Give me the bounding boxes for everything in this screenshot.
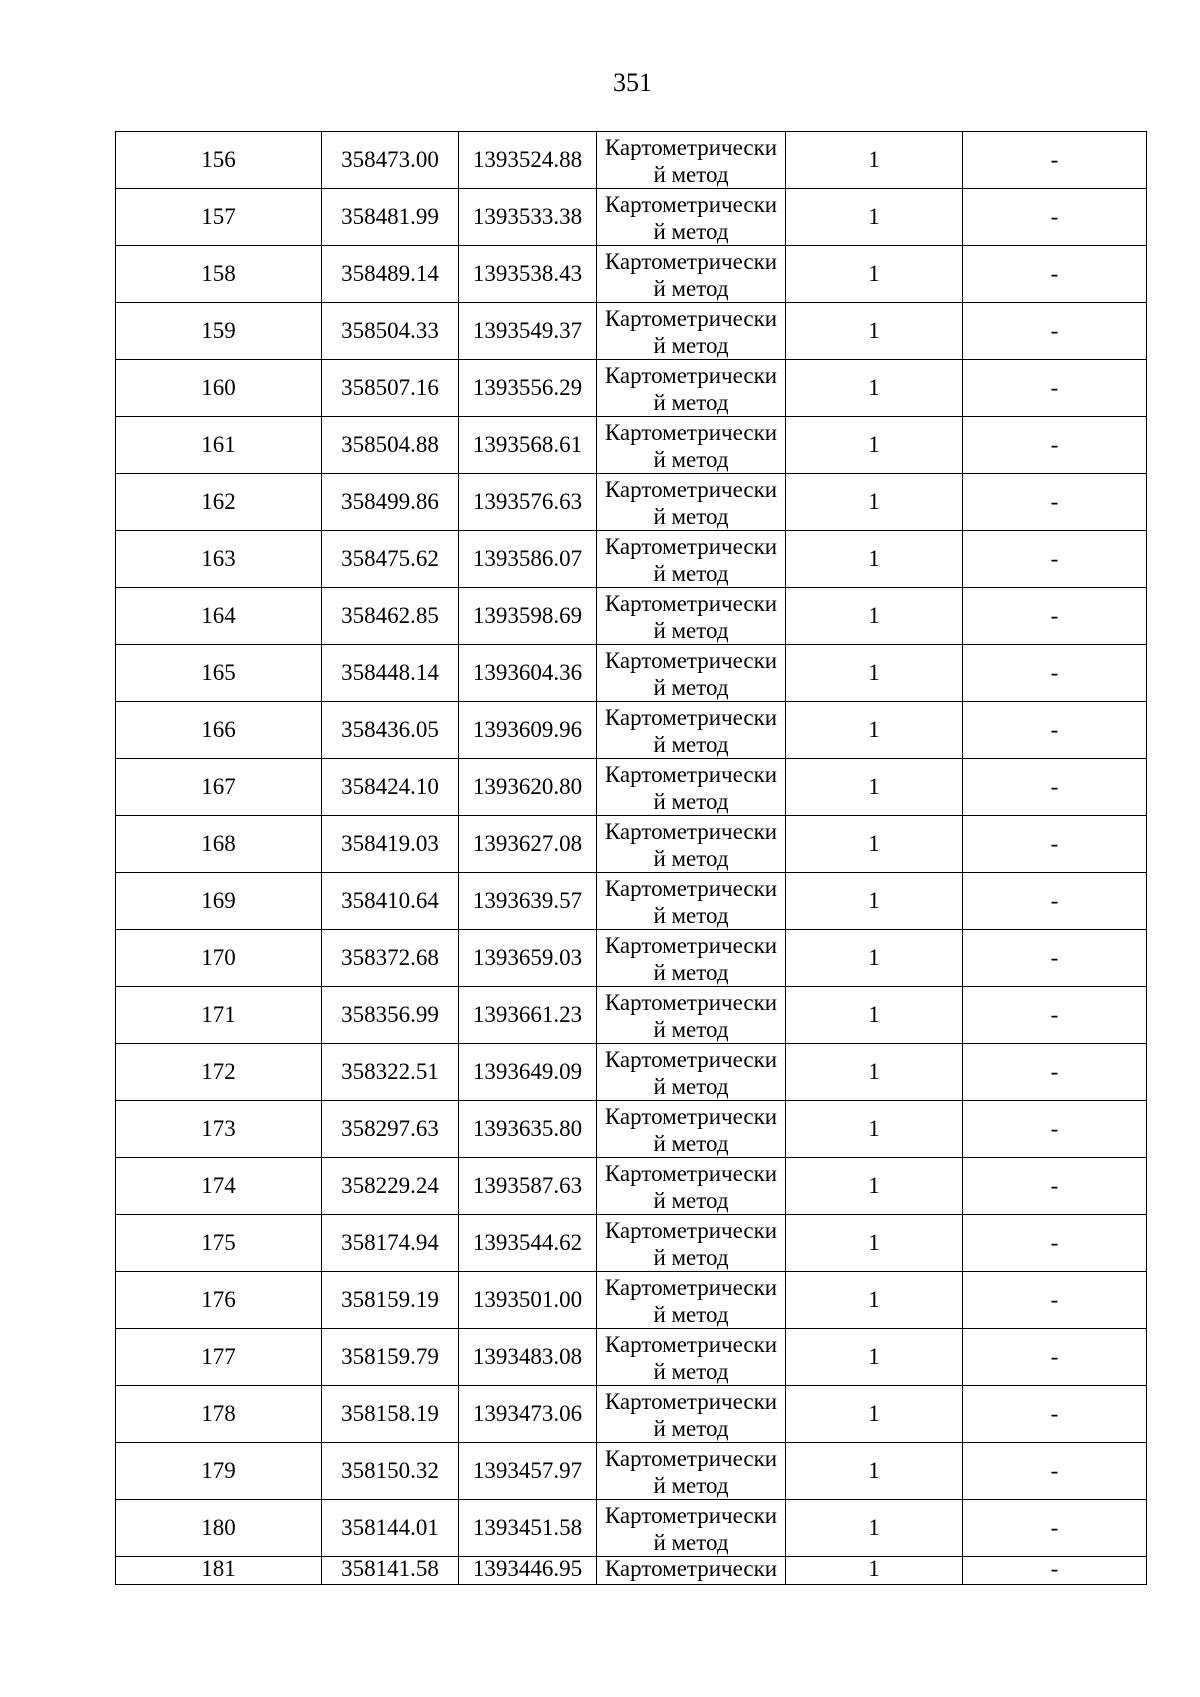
method-cell: Картометрически й метод bbox=[597, 1329, 786, 1386]
method-cell: Картометрически й метод bbox=[597, 303, 786, 360]
accuracy-cell: 1 bbox=[786, 474, 963, 531]
point-number-cell: 181 bbox=[116, 1557, 322, 1585]
accuracy-cell: 1 bbox=[786, 1329, 963, 1386]
coordinates-table bbox=[115, 131, 1147, 1585]
point-number-cell: 172 bbox=[116, 1044, 322, 1101]
note-cell: - bbox=[963, 1329, 1147, 1386]
note-cell: - bbox=[963, 987, 1147, 1044]
x-coordinate-cell: 358481.99 bbox=[322, 189, 459, 246]
x-coordinate-cell: 358419.03 bbox=[322, 816, 459, 873]
x-coordinate-cell: 358475.62 bbox=[322, 531, 459, 588]
table-row bbox=[116, 1272, 1147, 1329]
y-coordinate-cell: 1393457.97 bbox=[459, 1443, 597, 1500]
accuracy-cell: 1 bbox=[786, 360, 963, 417]
point-number-cell: 167 bbox=[116, 759, 322, 816]
point-number-cell: 177 bbox=[116, 1329, 322, 1386]
accuracy-cell: 1 bbox=[786, 531, 963, 588]
table-row bbox=[116, 417, 1147, 474]
table-row bbox=[116, 702, 1147, 759]
y-coordinate-cell: 1393635.80 bbox=[459, 1101, 597, 1158]
y-coordinate-cell: 1393568.61 bbox=[459, 417, 597, 474]
note-cell: - bbox=[963, 132, 1147, 189]
method-cell: Картометрически й метод bbox=[597, 1215, 786, 1272]
table-row bbox=[116, 1101, 1147, 1158]
note-cell: - bbox=[963, 702, 1147, 759]
y-coordinate-cell: 1393598.69 bbox=[459, 588, 597, 645]
note-cell: - bbox=[963, 759, 1147, 816]
y-coordinate-cell: 1393451.58 bbox=[459, 1500, 597, 1557]
table-row bbox=[116, 1215, 1147, 1272]
method-cell: Картометрически й метод bbox=[597, 873, 786, 930]
method-cell: Картометрически й метод bbox=[597, 1272, 786, 1329]
note-cell: - bbox=[963, 189, 1147, 246]
accuracy-cell: 1 bbox=[786, 1443, 963, 1500]
x-coordinate-cell: 358322.51 bbox=[322, 1044, 459, 1101]
accuracy-cell: 1 bbox=[786, 303, 963, 360]
x-coordinate-cell: 358504.88 bbox=[322, 417, 459, 474]
accuracy-cell: 1 bbox=[786, 645, 963, 702]
y-coordinate-cell: 1393620.80 bbox=[459, 759, 597, 816]
method-cell: Картометрически й метод bbox=[597, 1500, 786, 1557]
x-coordinate-cell: 358473.00 bbox=[322, 132, 459, 189]
method-cell: Картометрически й метод bbox=[597, 1158, 786, 1215]
method-cell: Картометрически й метод bbox=[597, 930, 786, 987]
x-coordinate-cell: 358499.86 bbox=[322, 474, 459, 531]
x-coordinate-cell: 358356.99 bbox=[322, 987, 459, 1044]
x-coordinate-cell: 358507.16 bbox=[322, 360, 459, 417]
note-cell: - bbox=[963, 246, 1147, 303]
method-cell: Картометрически й метод bbox=[597, 1101, 786, 1158]
note-cell: - bbox=[963, 303, 1147, 360]
accuracy-cell: 1 bbox=[786, 132, 963, 189]
note-cell: - bbox=[963, 360, 1147, 417]
note-cell: - bbox=[963, 1386, 1147, 1443]
table-row bbox=[116, 303, 1147, 360]
accuracy-cell: 1 bbox=[786, 588, 963, 645]
method-cell: Картометрически й метод bbox=[597, 360, 786, 417]
y-coordinate-cell: 1393524.88 bbox=[459, 132, 597, 189]
method-cell: Картометрически й метод bbox=[597, 531, 786, 588]
y-coordinate-cell: 1393473.06 bbox=[459, 1386, 597, 1443]
method-cell: Картометрически й метод bbox=[597, 645, 786, 702]
table-row bbox=[116, 1044, 1147, 1101]
y-coordinate-cell: 1393586.07 bbox=[459, 531, 597, 588]
accuracy-cell: 1 bbox=[786, 930, 963, 987]
point-number-cell: 178 bbox=[116, 1386, 322, 1443]
point-number-cell: 163 bbox=[116, 531, 322, 588]
table-row bbox=[116, 987, 1147, 1044]
x-coordinate-cell: 358150.32 bbox=[322, 1443, 459, 1500]
note-cell: - bbox=[963, 1557, 1147, 1585]
y-coordinate-cell: 1393446.95 bbox=[459, 1557, 597, 1585]
method-cell: Картометрически й метод bbox=[597, 189, 786, 246]
note-cell: - bbox=[963, 417, 1147, 474]
note-cell: - bbox=[963, 645, 1147, 702]
y-coordinate-cell: 1393533.38 bbox=[459, 189, 597, 246]
point-number-cell: 179 bbox=[116, 1443, 322, 1500]
note-cell: - bbox=[963, 588, 1147, 645]
note-cell: - bbox=[963, 1443, 1147, 1500]
y-coordinate-cell: 1393544.62 bbox=[459, 1215, 597, 1272]
note-cell: - bbox=[963, 816, 1147, 873]
x-coordinate-cell: 358504.33 bbox=[322, 303, 459, 360]
point-number-cell: 173 bbox=[116, 1101, 322, 1158]
x-coordinate-cell: 358159.79 bbox=[322, 1329, 459, 1386]
note-cell: - bbox=[963, 474, 1147, 531]
accuracy-cell: 1 bbox=[786, 702, 963, 759]
accuracy-cell: 1 bbox=[786, 417, 963, 474]
table-row bbox=[116, 1557, 1147, 1585]
accuracy-cell: 1 bbox=[786, 816, 963, 873]
x-coordinate-cell: 358174.94 bbox=[322, 1215, 459, 1272]
x-coordinate-cell: 358372.68 bbox=[322, 930, 459, 987]
table-row bbox=[116, 246, 1147, 303]
x-coordinate-cell: 358410.64 bbox=[322, 873, 459, 930]
point-number-cell: 166 bbox=[116, 702, 322, 759]
note-cell: - bbox=[963, 1158, 1147, 1215]
note-cell: - bbox=[963, 1500, 1147, 1557]
method-cell: Картометрически й метод bbox=[597, 702, 786, 759]
x-coordinate-cell: 358158.19 bbox=[322, 1386, 459, 1443]
method-cell: Картометрически й метод bbox=[597, 417, 786, 474]
accuracy-cell: 1 bbox=[786, 1557, 963, 1585]
table-row bbox=[116, 531, 1147, 588]
x-coordinate-cell: 358159.19 bbox=[322, 1272, 459, 1329]
method-cell: Картометрически й метод bbox=[597, 1386, 786, 1443]
x-coordinate-cell: 358144.01 bbox=[322, 1500, 459, 1557]
note-cell: - bbox=[963, 1215, 1147, 1272]
point-number-cell: 180 bbox=[116, 1500, 322, 1557]
table-row bbox=[116, 132, 1147, 189]
note-cell: - bbox=[963, 531, 1147, 588]
y-coordinate-cell: 1393649.09 bbox=[459, 1044, 597, 1101]
method-cell: Картометрически й метод bbox=[597, 1443, 786, 1500]
y-coordinate-cell: 1393587.63 bbox=[459, 1158, 597, 1215]
accuracy-cell: 1 bbox=[786, 1101, 963, 1158]
point-number-cell: 171 bbox=[116, 987, 322, 1044]
y-coordinate-cell: 1393576.63 bbox=[459, 474, 597, 531]
point-number-cell: 165 bbox=[116, 645, 322, 702]
point-number-cell: 159 bbox=[116, 303, 322, 360]
accuracy-cell: 1 bbox=[786, 1500, 963, 1557]
accuracy-cell: 1 bbox=[786, 1158, 963, 1215]
coordinates-table-body bbox=[116, 132, 1147, 1585]
note-cell: - bbox=[963, 1101, 1147, 1158]
table-row bbox=[116, 189, 1147, 246]
table-row bbox=[116, 1386, 1147, 1443]
accuracy-cell: 1 bbox=[786, 873, 963, 930]
method-cell: Картометрически й метод bbox=[597, 759, 786, 816]
y-coordinate-cell: 1393604.36 bbox=[459, 645, 597, 702]
method-cell: Картометрически bbox=[597, 1557, 786, 1585]
note-cell: - bbox=[963, 930, 1147, 987]
point-number-cell: 169 bbox=[116, 873, 322, 930]
point-number-cell: 156 bbox=[116, 132, 322, 189]
table-row bbox=[116, 1329, 1147, 1386]
point-number-cell: 175 bbox=[116, 1215, 322, 1272]
table-row bbox=[116, 816, 1147, 873]
method-cell: Картометрически й метод bbox=[597, 588, 786, 645]
accuracy-cell: 1 bbox=[786, 1044, 963, 1101]
y-coordinate-cell: 1393556.29 bbox=[459, 360, 597, 417]
point-number-cell: 170 bbox=[116, 930, 322, 987]
y-coordinate-cell: 1393627.08 bbox=[459, 816, 597, 873]
note-cell: - bbox=[963, 1272, 1147, 1329]
point-number-cell: 176 bbox=[116, 1272, 322, 1329]
y-coordinate-cell: 1393639.57 bbox=[459, 873, 597, 930]
table-row bbox=[116, 873, 1147, 930]
accuracy-cell: 1 bbox=[786, 1272, 963, 1329]
table-row bbox=[116, 1158, 1147, 1215]
page-number: 351 bbox=[613, 68, 652, 97]
point-number-cell: 157 bbox=[116, 189, 322, 246]
point-number-cell: 174 bbox=[116, 1158, 322, 1215]
table-row bbox=[116, 1443, 1147, 1500]
note-cell: - bbox=[963, 873, 1147, 930]
table-row bbox=[116, 474, 1147, 531]
x-coordinate-cell: 358436.05 bbox=[322, 702, 459, 759]
point-number-cell: 162 bbox=[116, 474, 322, 531]
y-coordinate-cell: 1393549.37 bbox=[459, 303, 597, 360]
x-coordinate-cell: 358448.14 bbox=[322, 645, 459, 702]
point-number-cell: 168 bbox=[116, 816, 322, 873]
table-row bbox=[116, 588, 1147, 645]
method-cell: Картометрически й метод bbox=[597, 474, 786, 531]
table-row bbox=[116, 930, 1147, 987]
x-coordinate-cell: 358229.24 bbox=[322, 1158, 459, 1215]
y-coordinate-cell: 1393501.00 bbox=[459, 1272, 597, 1329]
y-coordinate-cell: 1393659.03 bbox=[459, 930, 597, 987]
table-row bbox=[116, 645, 1147, 702]
y-coordinate-cell: 1393538.43 bbox=[459, 246, 597, 303]
method-cell: Картометрически й метод bbox=[597, 1044, 786, 1101]
accuracy-cell: 1 bbox=[786, 759, 963, 816]
point-number-cell: 158 bbox=[116, 246, 322, 303]
y-coordinate-cell: 1393483.08 bbox=[459, 1329, 597, 1386]
table-row bbox=[116, 1500, 1147, 1557]
accuracy-cell: 1 bbox=[786, 1386, 963, 1443]
point-number-cell: 164 bbox=[116, 588, 322, 645]
method-cell: Картометрически й метод bbox=[597, 246, 786, 303]
method-cell: Картометрически й метод bbox=[597, 132, 786, 189]
method-cell: Картометрически й метод bbox=[597, 816, 786, 873]
x-coordinate-cell: 358424.10 bbox=[322, 759, 459, 816]
table-row bbox=[116, 360, 1147, 417]
x-coordinate-cell: 358297.63 bbox=[322, 1101, 459, 1158]
point-number-cell: 160 bbox=[116, 360, 322, 417]
y-coordinate-cell: 1393661.23 bbox=[459, 987, 597, 1044]
x-coordinate-cell: 358462.85 bbox=[322, 588, 459, 645]
accuracy-cell: 1 bbox=[786, 1215, 963, 1272]
method-cell: Картометрически й метод bbox=[597, 987, 786, 1044]
point-number-cell: 161 bbox=[116, 417, 322, 474]
accuracy-cell: 1 bbox=[786, 246, 963, 303]
note-cell: - bbox=[963, 1044, 1147, 1101]
x-coordinate-cell: 358141.58 bbox=[322, 1557, 459, 1585]
x-coordinate-cell: 358489.14 bbox=[322, 246, 459, 303]
accuracy-cell: 1 bbox=[786, 987, 963, 1044]
table-row bbox=[116, 759, 1147, 816]
y-coordinate-cell: 1393609.96 bbox=[459, 702, 597, 759]
accuracy-cell: 1 bbox=[786, 189, 963, 246]
